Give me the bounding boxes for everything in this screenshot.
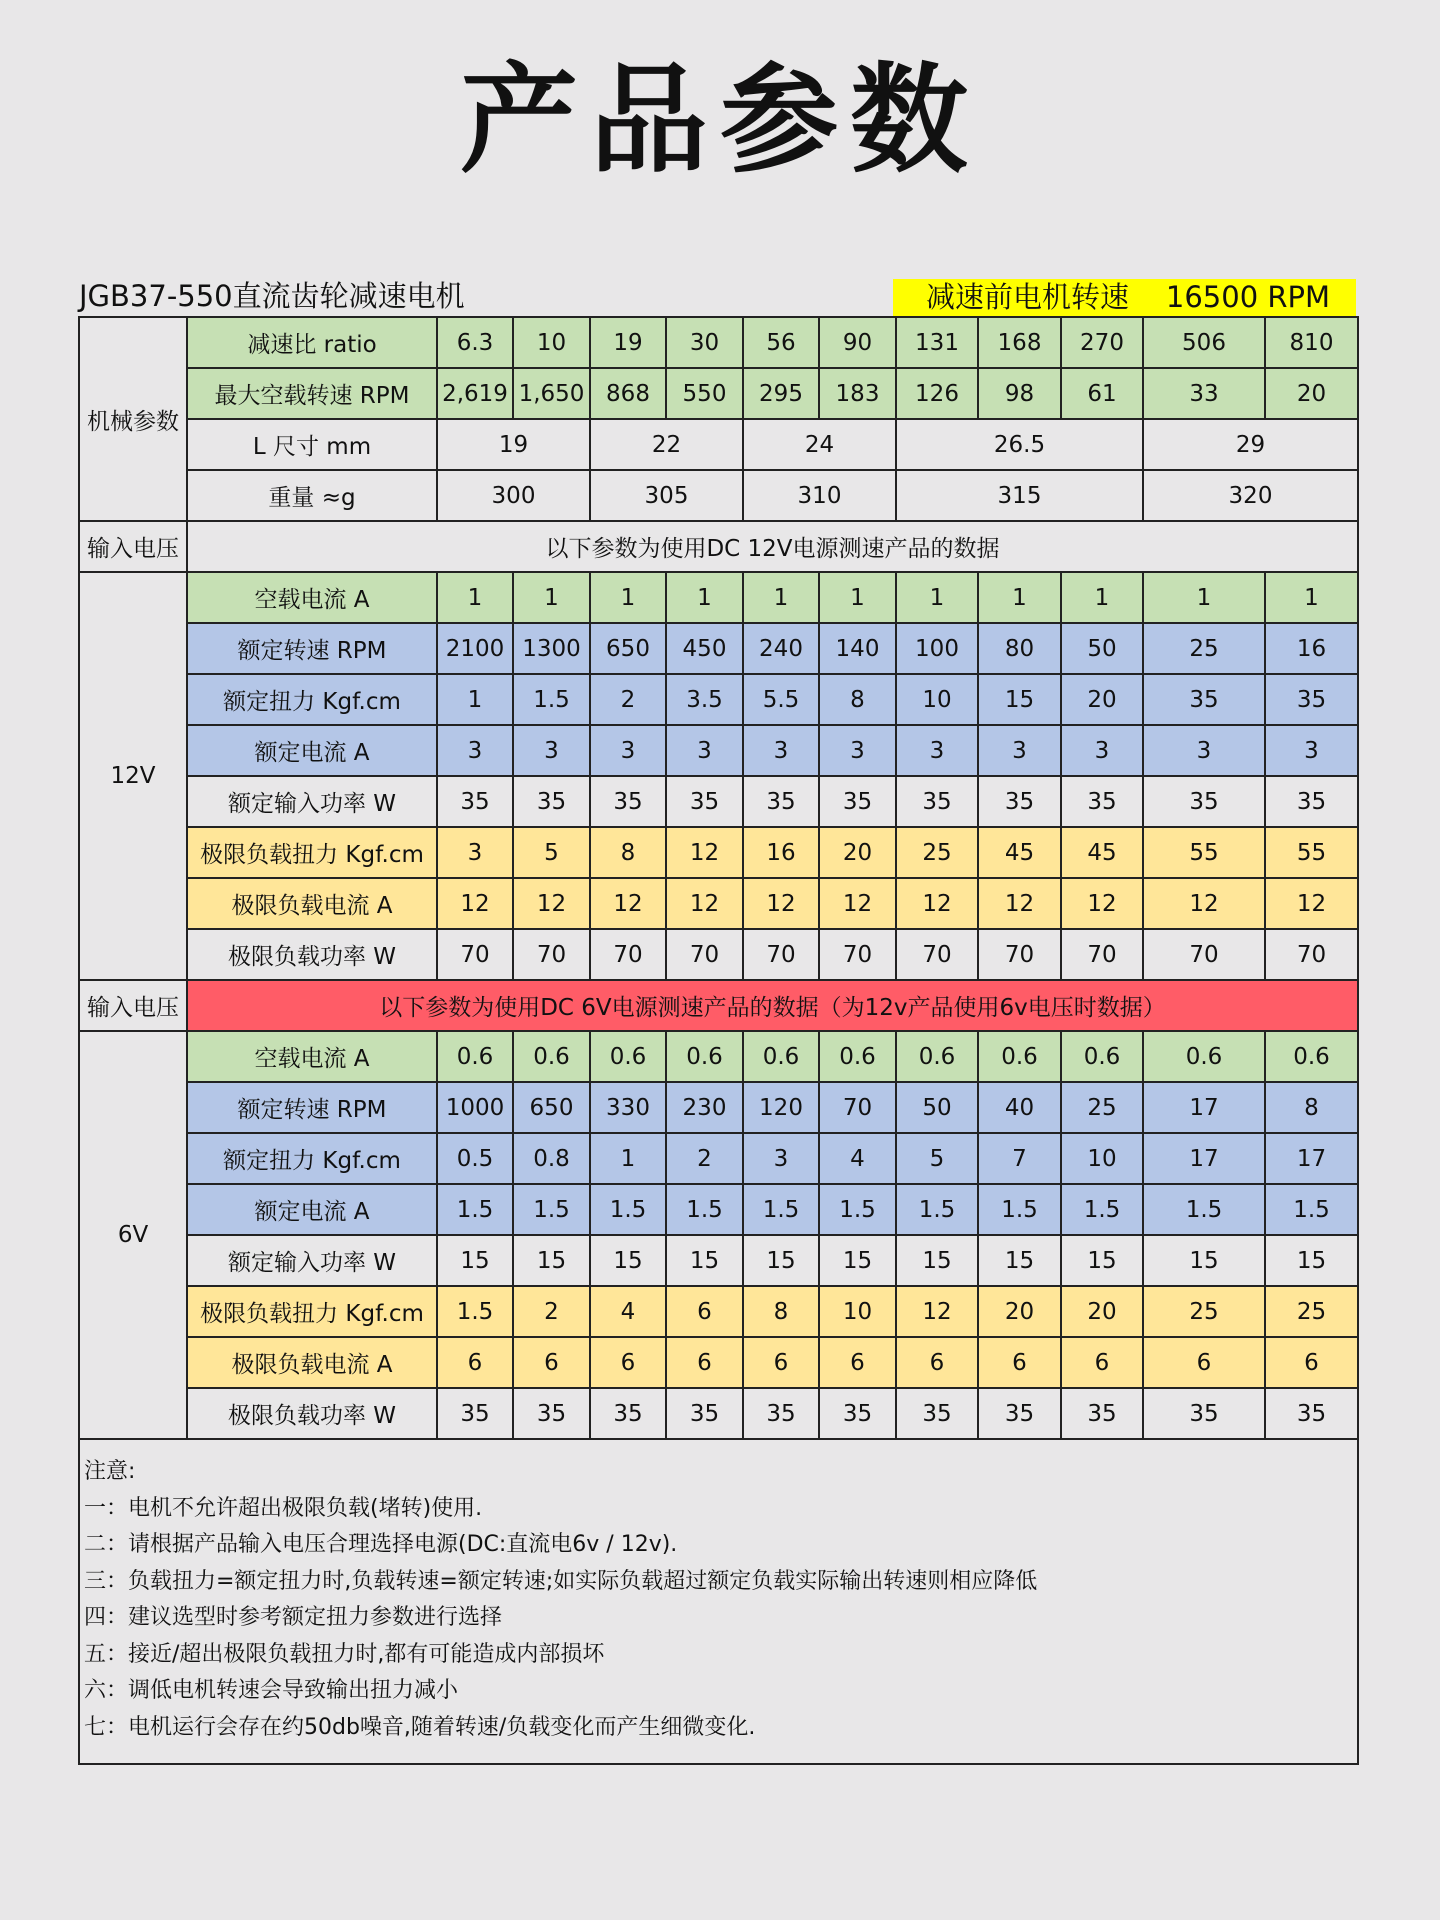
table-cell: 50 <box>896 1082 978 1133</box>
table-cell: 80 <box>978 623 1061 674</box>
table-cell: 15 <box>1061 1235 1143 1286</box>
table-cell: 330 <box>590 1082 666 1133</box>
table-row-banner-v6 <box>79 980 1358 1031</box>
table-cell: 15 <box>513 1235 590 1286</box>
table-cell: 17 <box>1143 1082 1265 1133</box>
table-cell: 25 <box>1265 1286 1358 1337</box>
table-cell: 2 <box>513 1286 590 1337</box>
table-cell: 35 <box>666 776 743 827</box>
table-cell: 1.5 <box>896 1184 978 1235</box>
table-cell: 868 <box>590 368 666 419</box>
table-cell: 3 <box>978 725 1061 776</box>
table-cell: 1.5 <box>819 1184 896 1235</box>
table-cell: 8 <box>590 827 666 878</box>
table-cell: 4 <box>819 1133 896 1184</box>
table-row <box>79 1184 1358 1235</box>
table-cell: 25 <box>1143 623 1265 674</box>
voltage-banner: 以下参数为使用DC 6V电源测速产品的数据（为12v产品使用6v电压时数据） <box>187 980 1358 1031</box>
table-cell: 35 <box>666 1388 743 1439</box>
table-row <box>79 674 1358 725</box>
table-cell: 70 <box>819 929 896 980</box>
row-label: 极限负载扭力 Kgf.cm <box>187 1286 437 1337</box>
table-cell: 0.6 <box>743 1031 819 1082</box>
table-cell: 12 <box>978 878 1061 929</box>
table-row <box>79 725 1358 776</box>
table-row-ratio <box>79 317 1358 368</box>
table-cell: 300 <box>437 470 590 521</box>
table-cell: 0.6 <box>1061 1031 1143 1082</box>
table-row <box>79 929 1358 980</box>
table-row-l-size <box>79 419 1358 470</box>
table-row <box>79 572 1358 623</box>
table-cell: 6 <box>590 1337 666 1388</box>
group-label-mech: 机械参数 <box>79 317 187 521</box>
table-cell: 0.6 <box>666 1031 743 1082</box>
table-cell: 3 <box>437 725 513 776</box>
table-cell: 3 <box>1061 725 1143 776</box>
table-cell: 6 <box>896 1337 978 1388</box>
table-cell: 35 <box>590 1388 666 1439</box>
table-cell: 0.6 <box>590 1031 666 1082</box>
table-cell: 10 <box>1061 1133 1143 1184</box>
table-cell: 45 <box>978 827 1061 878</box>
table-cell: 70 <box>1061 929 1143 980</box>
table-cell: 15 <box>743 1235 819 1286</box>
table-row <box>79 1286 1358 1337</box>
row-label: 空载电流 A <box>187 1031 437 1082</box>
table-cell: 1 <box>819 572 896 623</box>
table-cell: 22 <box>590 419 743 470</box>
table-cell: 3 <box>1265 725 1358 776</box>
note-item: 六：调低电机转速会导致输出扭力减小 <box>84 1678 459 1703</box>
table-cell: 6 <box>819 1337 896 1388</box>
table-cell: 35 <box>437 776 513 827</box>
table-row-weight <box>79 470 1358 521</box>
table-cell: 19 <box>437 419 590 470</box>
table-cell: 1000 <box>437 1082 513 1133</box>
table-cell: 183 <box>819 368 896 419</box>
model-name: JGB37-550直流齿轮减速电机 <box>79 279 465 313</box>
table-cell: 1.5 <box>437 1286 513 1337</box>
table-cell: 20 <box>1265 368 1358 419</box>
table-cell: 1 <box>978 572 1061 623</box>
group-label-v12: 12V <box>79 572 187 980</box>
note-item: 二：请根据产品输入电压合理选择电源(DC:直流电6v / 12v). <box>84 1532 678 1557</box>
table-cell: 1 <box>437 572 513 623</box>
table-cell: 126 <box>896 368 978 419</box>
table-cell: 12 <box>590 878 666 929</box>
table-cell: 295 <box>743 368 819 419</box>
table-cell: 55 <box>1265 827 1358 878</box>
row-label: 额定电流 A <box>187 725 437 776</box>
table-cell: 70 <box>896 929 978 980</box>
table-row-notes <box>79 1439 1358 1764</box>
table-cell: 3 <box>590 725 666 776</box>
note-item: 四：建议选型时参考额定扭力参数进行选择 <box>84 1605 503 1630</box>
table-cell: 25 <box>896 827 978 878</box>
table-cell: 70 <box>1265 929 1358 980</box>
table-cell: 16 <box>743 827 819 878</box>
table-cell: 140 <box>819 623 896 674</box>
table-cell: 1.5 <box>590 1184 666 1235</box>
table-row <box>79 1235 1358 1286</box>
table-cell: 2 <box>666 1133 743 1184</box>
note-item: 一：电机不允许超出极限负载(堵转)使用. <box>84 1495 483 1521</box>
table-cell: 8 <box>743 1286 819 1337</box>
table-cell: 20 <box>1061 674 1143 725</box>
table-cell: 35 <box>978 1388 1061 1439</box>
table-cell: 8 <box>1265 1082 1358 1133</box>
table-cell: 90 <box>819 317 896 368</box>
notes-heading: 注意: <box>84 1459 136 1484</box>
table-row-banner-v12 <box>79 521 1358 572</box>
table-cell: 15 <box>437 1235 513 1286</box>
table-row <box>79 776 1358 827</box>
table-cell: 35 <box>1143 674 1265 725</box>
row-label: L 尺寸 mm <box>187 419 437 470</box>
note-item: 七：电机运行会存在约50db噪音,随着转速/负载变化而产生细微变化. <box>84 1714 756 1740</box>
table-cell: 270 <box>1061 317 1143 368</box>
note-item: 五：接近/超出极限负载扭力时,都有可能造成内部损坏 <box>84 1641 605 1667</box>
table-cell: 35 <box>1265 1388 1358 1439</box>
table-cell: 61 <box>1061 368 1143 419</box>
table-cell: 6 <box>666 1286 743 1337</box>
table-cell: 0.6 <box>513 1031 590 1082</box>
table-cell: 70 <box>819 1082 896 1133</box>
table-cell: 35 <box>437 1388 513 1439</box>
row-label: 额定电流 A <box>187 1184 437 1235</box>
table-row <box>79 1031 1358 1082</box>
table-cell: 1 <box>1143 572 1265 623</box>
table-cell: 25 <box>1061 1082 1143 1133</box>
table-cell: 12 <box>437 878 513 929</box>
table-cell: 1 <box>743 572 819 623</box>
table-cell: 35 <box>513 776 590 827</box>
table-cell: 6 <box>437 1337 513 1388</box>
table-cell: 6 <box>978 1337 1061 1388</box>
table-cell: 15 <box>819 1235 896 1286</box>
table-cell: 1 <box>590 572 666 623</box>
table-cell: 35 <box>513 1388 590 1439</box>
table-cell: 1300 <box>513 623 590 674</box>
table-cell: 70 <box>513 929 590 980</box>
table-cell: 1.5 <box>1061 1184 1143 1235</box>
table-cell: 35 <box>743 776 819 827</box>
table-cell: 1,650 <box>513 368 590 419</box>
row-label: 额定扭力 Kgf.cm <box>187 674 437 725</box>
table-row <box>79 1337 1358 1388</box>
table-cell: 131 <box>896 317 978 368</box>
row-label: 额定转速 RPM <box>187 1082 437 1133</box>
table-cell: 5.5 <box>743 674 819 725</box>
table-cell: 24 <box>743 419 896 470</box>
input-voltage-label: 输入电压 <box>79 980 187 1031</box>
table-cell: 2 <box>590 674 666 725</box>
table-cell: 12 <box>896 1286 978 1337</box>
table-cell: 1 <box>666 572 743 623</box>
table-cell: 1.5 <box>743 1184 819 1235</box>
table-cell: 26.5 <box>896 419 1143 470</box>
table-cell: 5 <box>896 1133 978 1184</box>
table-cell: 1.5 <box>1143 1184 1265 1235</box>
pre-speed-value: 16500 RPM <box>1165 280 1331 314</box>
row-label: 极限负载扭力 Kgf.cm <box>187 827 437 878</box>
table-cell: 35 <box>819 776 896 827</box>
row-label: 额定扭力 Kgf.cm <box>187 1133 437 1184</box>
table-row <box>79 1388 1358 1439</box>
table-cell: 30 <box>666 317 743 368</box>
table-cell: 5 <box>513 827 590 878</box>
input-voltage-label: 输入电压 <box>79 521 187 572</box>
table-cell: 10 <box>896 674 978 725</box>
table-cell: 3 <box>437 827 513 878</box>
table-cell: 315 <box>896 470 1143 521</box>
table-cell: 1 <box>896 572 978 623</box>
table-cell: 17 <box>1143 1133 1265 1184</box>
table-cell: 70 <box>590 929 666 980</box>
table-cell: 33 <box>1143 368 1265 419</box>
table-cell: 12 <box>1265 878 1358 929</box>
table-row <box>79 623 1358 674</box>
table-cell: 25 <box>1143 1286 1265 1337</box>
row-label: 空载电流 A <box>187 572 437 623</box>
table-cell: 55 <box>1143 827 1265 878</box>
notes-section <box>79 1439 1358 1764</box>
table-cell: 1.5 <box>1265 1184 1358 1235</box>
table-row <box>79 878 1358 929</box>
table-cell: 35 <box>1143 1388 1265 1439</box>
table-cell: 0.6 <box>819 1031 896 1082</box>
row-label: 最大空载转速 RPM <box>187 368 437 419</box>
table-cell: 320 <box>1143 470 1358 521</box>
table-cell: 12 <box>666 878 743 929</box>
table-cell: 0.8 <box>513 1133 590 1184</box>
table-cell: 20 <box>1061 1286 1143 1337</box>
table-cell: 12 <box>1143 878 1265 929</box>
table-cell: 120 <box>743 1082 819 1133</box>
table-cell: 45 <box>1061 827 1143 878</box>
table-cell: 17 <box>1265 1133 1358 1184</box>
table-cell: 0.6 <box>978 1031 1061 1082</box>
table-cell: 0.6 <box>1143 1031 1265 1082</box>
table-cell: 12 <box>896 878 978 929</box>
table-cell: 2100 <box>437 623 513 674</box>
table-cell: 29 <box>1143 419 1358 470</box>
table-cell: 50 <box>1061 623 1143 674</box>
table-cell: 1 <box>513 572 590 623</box>
table-cell: 3 <box>513 725 590 776</box>
table-cell: 6.3 <box>437 317 513 368</box>
table-cell: 98 <box>978 368 1061 419</box>
table-cell: 12 <box>666 827 743 878</box>
note-item: 三：负载扭力=额定扭力时,负载转速=额定转速;如实际负载超过额定负载实际输出转速则相应降低 <box>84 1568 1038 1594</box>
table-cell: 35 <box>1061 1388 1143 1439</box>
table-cell: 12 <box>1061 878 1143 929</box>
table-cell: 1 <box>437 674 513 725</box>
table-cell: 6 <box>513 1337 590 1388</box>
table-cell: 16 <box>1265 623 1358 674</box>
table-cell: 1.5 <box>978 1184 1061 1235</box>
row-label: 额定输入功率 W <box>187 776 437 827</box>
table-cell: 6 <box>743 1337 819 1388</box>
table-cell: 35 <box>1143 776 1265 827</box>
table-cell: 1.5 <box>513 1184 590 1235</box>
table-cell: 0.6 <box>437 1031 513 1082</box>
table-cell: 35 <box>590 776 666 827</box>
table-cell: 15 <box>1265 1235 1358 1286</box>
table-cell: 3 <box>666 725 743 776</box>
table-cell: 15 <box>896 1235 978 1286</box>
table-cell: 35 <box>896 776 978 827</box>
row-label: 减速比 ratio <box>187 317 437 368</box>
table-cell: 8 <box>819 674 896 725</box>
table-cell: 70 <box>978 929 1061 980</box>
table-cell: 15 <box>590 1235 666 1286</box>
table-row <box>79 1133 1358 1184</box>
table-cell: 240 <box>743 623 819 674</box>
table-cell: 10 <box>819 1286 896 1337</box>
table-cell: 6 <box>1265 1337 1358 1388</box>
row-label: 极限负载电流 A <box>187 878 437 929</box>
spec-table <box>78 316 1359 1765</box>
pre-speed-label: 减速前电机转速 <box>926 280 1130 314</box>
table-cell: 1.5 <box>513 674 590 725</box>
table-cell: 20 <box>978 1286 1061 1337</box>
table-cell: 20 <box>819 827 896 878</box>
table-cell: 3 <box>743 1133 819 1184</box>
table-cell: 1.5 <box>437 1184 513 1235</box>
pre-speed-highlight <box>893 279 1356 316</box>
table-cell: 12 <box>743 878 819 929</box>
table-cell: 70 <box>1143 929 1265 980</box>
table-cell: 10 <box>513 317 590 368</box>
row-label: 额定转速 RPM <box>187 623 437 674</box>
table-row <box>79 827 1358 878</box>
table-cell: 19 <box>590 317 666 368</box>
table-cell: 0.6 <box>1265 1031 1358 1082</box>
table-cell: 168 <box>978 317 1061 368</box>
table-cell: 15 <box>978 1235 1061 1286</box>
table-cell: 550 <box>666 368 743 419</box>
table-cell: 6 <box>666 1337 743 1388</box>
table-cell: 650 <box>513 1082 590 1133</box>
table-cell: 1.5 <box>666 1184 743 1235</box>
table-cell: 3 <box>1143 725 1265 776</box>
table-cell: 3 <box>896 725 978 776</box>
table-cell: 310 <box>743 470 896 521</box>
table-cell: 0.6 <box>896 1031 978 1082</box>
table-cell: 70 <box>743 929 819 980</box>
table-cell: 3.5 <box>666 674 743 725</box>
table-cell: 35 <box>819 1388 896 1439</box>
table-cell: 70 <box>666 929 743 980</box>
table-cell: 506 <box>1143 317 1265 368</box>
table-cell: 35 <box>743 1388 819 1439</box>
table-cell: 35 <box>1265 776 1358 827</box>
table-cell: 35 <box>896 1388 978 1439</box>
voltage-banner: 以下参数为使用DC 12V电源测速产品的数据 <box>187 521 1358 572</box>
row-label: 极限负载电流 A <box>187 1337 437 1388</box>
table-cell: 15 <box>1143 1235 1265 1286</box>
row-label: 极限负载功率 W <box>187 929 437 980</box>
table-cell: 2,619 <box>437 368 513 419</box>
table-cell: 12 <box>819 878 896 929</box>
table-cell: 3 <box>819 725 896 776</box>
table-cell: 35 <box>978 776 1061 827</box>
table-cell: 4 <box>590 1286 666 1337</box>
table-row <box>79 1082 1358 1133</box>
table-cell: 3 <box>743 725 819 776</box>
table-cell: 1 <box>590 1133 666 1184</box>
table-cell: 70 <box>437 929 513 980</box>
table-cell: 6 <box>1061 1337 1143 1388</box>
table-cell: 15 <box>666 1235 743 1286</box>
row-label: 重量 ≈g <box>187 470 437 521</box>
table-cell: 15 <box>978 674 1061 725</box>
table-cell: 56 <box>743 317 819 368</box>
table-cell: 100 <box>896 623 978 674</box>
table-row-noload-rpm <box>79 368 1358 419</box>
row-label: 额定输入功率 W <box>187 1235 437 1286</box>
row-label: 极限负载功率 W <box>187 1388 437 1439</box>
table-cell: 810 <box>1265 317 1358 368</box>
table-cell: 230 <box>666 1082 743 1133</box>
page-title: 产品参数 <box>459 51 980 189</box>
table-cell: 40 <box>978 1082 1061 1133</box>
table-cell: 7 <box>978 1133 1061 1184</box>
table-cell: 35 <box>1061 776 1143 827</box>
table-cell: 0.5 <box>437 1133 513 1184</box>
table-cell: 305 <box>590 470 743 521</box>
table-cell: 12 <box>513 878 590 929</box>
table-cell: 1 <box>1061 572 1143 623</box>
table-cell: 35 <box>1265 674 1358 725</box>
table-cell: 450 <box>666 623 743 674</box>
table-cell: 650 <box>590 623 666 674</box>
table-cell: 6 <box>1143 1337 1265 1388</box>
table-cell: 1 <box>1265 572 1358 623</box>
group-label-v6: 6V <box>79 1031 187 1439</box>
